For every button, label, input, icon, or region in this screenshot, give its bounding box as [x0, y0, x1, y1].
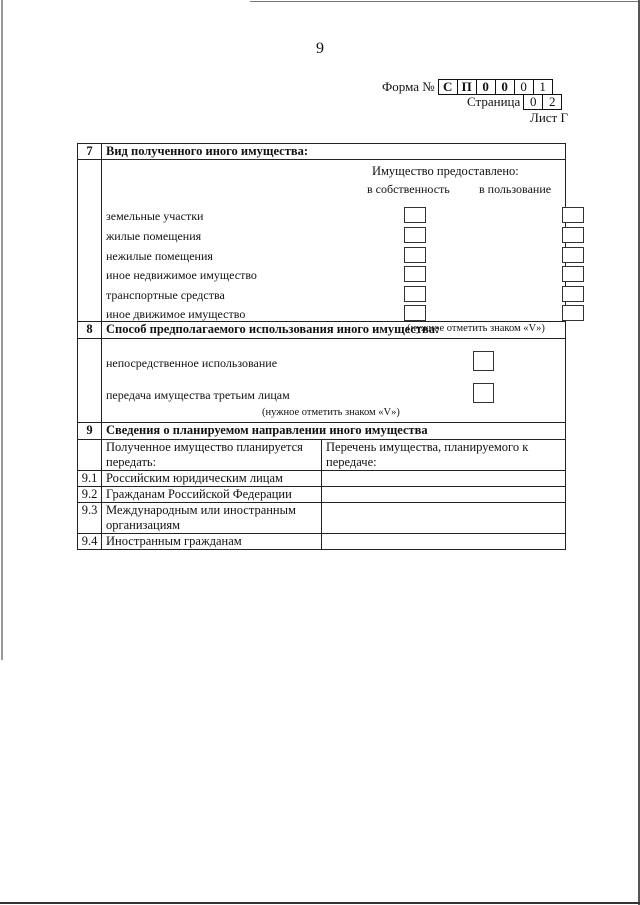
table-row — [78, 487, 566, 503]
use-checkbox[interactable] — [562, 305, 584, 321]
table-row — [78, 534, 566, 550]
row-label: Международным или иностранным организациям — [102, 503, 322, 534]
section-number: 7 — [78, 144, 102, 160]
use-checkbox[interactable] — [562, 286, 584, 302]
column-ownership-label: в собственность — [367, 182, 450, 196]
form-number-label: Форма № — [382, 79, 435, 94]
table-row — [78, 503, 566, 534]
provided-label: Имущество предоставлено: — [372, 164, 519, 178]
form-code-cell: 0 — [495, 79, 515, 95]
property-item-label: земельные участки — [106, 209, 204, 223]
property-item-label: иное движимое имущество — [106, 307, 246, 321]
property-item-label: жилые помещения — [106, 229, 202, 243]
use-checkbox[interactable] — [562, 266, 584, 282]
page-code-label: Страница — [467, 94, 521, 109]
use-checkbox[interactable] — [562, 207, 584, 223]
section-9-header — [78, 423, 566, 440]
section-9-subheader — [78, 440, 566, 471]
scan-edge-bottom — [0, 902, 640, 904]
row-number: 9.1 — [78, 471, 102, 487]
check-note: (нужное отметить знаком «V») — [407, 323, 545, 334]
page-code-row — [467, 94, 562, 110]
sheet-label: Лист Г — [530, 110, 568, 125]
property-item-label: транспортные средства — [106, 288, 225, 302]
section-title: Способ предполагаемого использования иного имущества: — [102, 322, 566, 339]
column-header-property-list: Перечень имущества, планируемого к передаче: — [322, 440, 566, 471]
ownership-checkbox[interactable] — [404, 207, 426, 223]
form-code-cell: 1 — [533, 79, 553, 95]
section-title: Сведения о планируемом направлении иного имущества — [102, 423, 566, 440]
section-title: Вид полученного иного имущества: — [102, 144, 566, 160]
form-code-cell: 0 — [514, 79, 534, 95]
row-number: 9.3 — [78, 503, 102, 534]
form-code-cell: 0 — [476, 79, 496, 95]
ownership-checkbox[interactable] — [404, 227, 426, 243]
usage-checkbox[interactable] — [473, 383, 494, 403]
property-list-field[interactable] — [322, 534, 566, 550]
ownership-checkbox[interactable] — [404, 286, 426, 302]
section-8-body — [78, 339, 566, 423]
row-label: Гражданам Российской Федерации — [102, 487, 322, 503]
section-number: 9 — [78, 423, 102, 440]
column-use-label: в пользование — [479, 182, 552, 196]
page-code-cell: 0 — [523, 94, 543, 110]
table-row — [78, 471, 566, 487]
property-item-label: иное недвижимое имущество — [106, 268, 257, 282]
section-7-body — [78, 160, 566, 322]
row-number: 9.4 — [78, 534, 102, 550]
ownership-checkbox[interactable] — [404, 247, 426, 263]
property-list-field[interactable] — [322, 503, 566, 534]
property-list-field[interactable] — [322, 471, 566, 487]
form-code-cell: С — [438, 79, 458, 95]
scan-edge-left — [1, 0, 3, 660]
use-checkbox[interactable] — [562, 227, 584, 243]
ownership-checkbox[interactable] — [404, 305, 426, 321]
section-7-header — [78, 144, 566, 160]
property-list-field[interactable] — [322, 487, 566, 503]
row-label: Российским юридическим лицам — [102, 471, 322, 487]
ownership-checkbox[interactable] — [404, 266, 426, 282]
form-code-cell: П — [457, 79, 477, 95]
scan-edge-top — [250, 1, 640, 2]
row-label: Иностранным гражданам — [102, 534, 322, 550]
section-number: 8 — [78, 322, 102, 339]
use-checkbox[interactable] — [562, 247, 584, 263]
form-table — [77, 143, 566, 550]
property-item-label: нежилые помещения — [106, 249, 213, 263]
row-number: 9.2 — [78, 487, 102, 503]
form-number-row — [382, 79, 553, 95]
column-header-transfer-to: Полученное имущество планируется передать: — [102, 440, 322, 471]
usage-item-label: непосредственное использование — [106, 356, 278, 370]
page-number: 9 — [316, 40, 324, 57]
page-code-cell: 2 — [542, 94, 562, 110]
usage-item-label: передача имущества третьим лицам — [106, 388, 290, 402]
usage-method-grid — [102, 339, 565, 422]
usage-checkbox[interactable] — [473, 351, 494, 371]
check-note: (нужное отметить знаком «V») — [262, 407, 400, 418]
